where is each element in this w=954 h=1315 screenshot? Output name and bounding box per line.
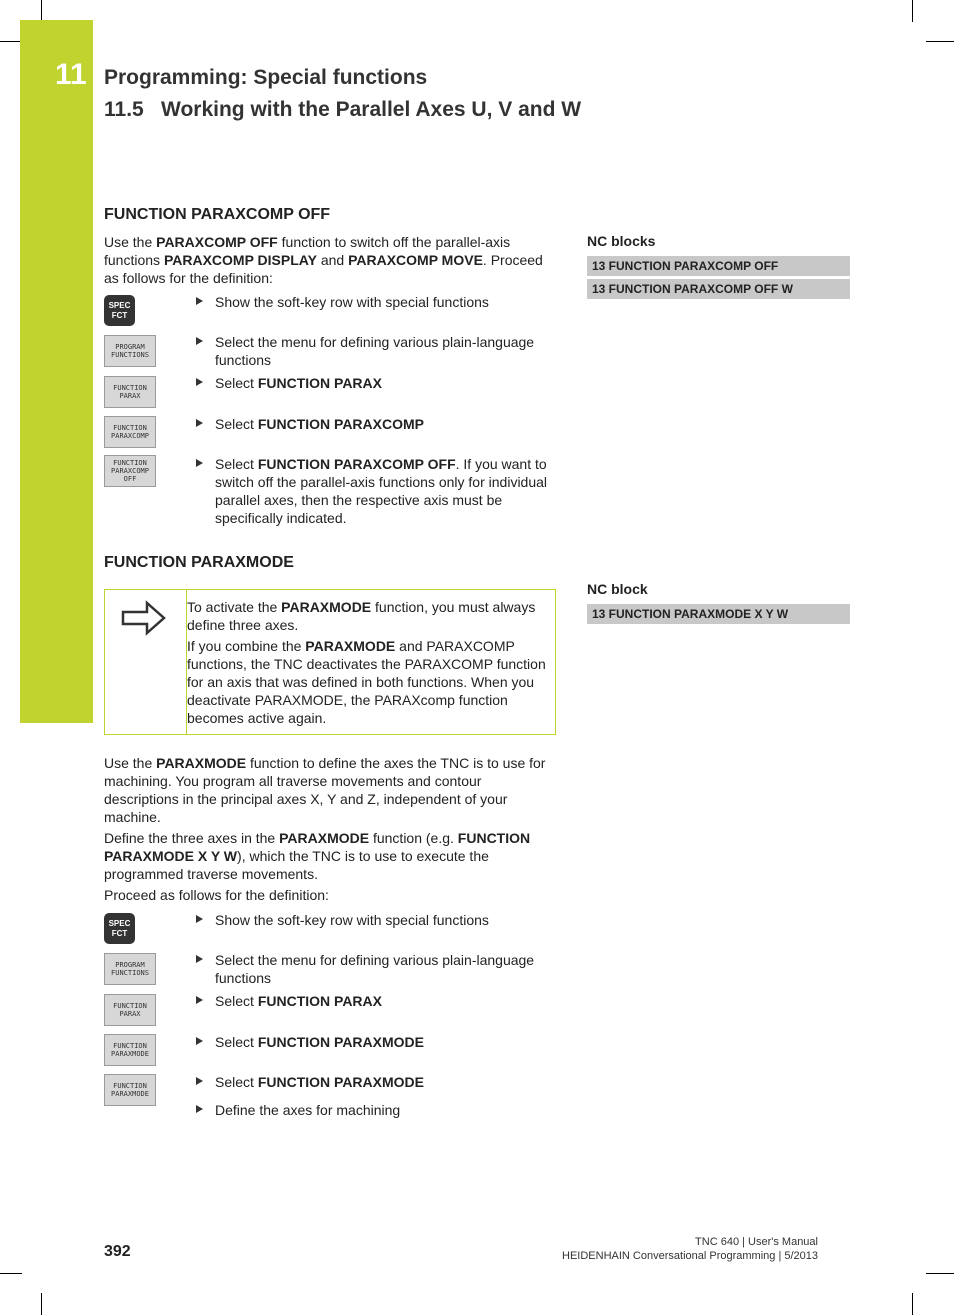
spec-fct-key[interactable]: SPEC FCT (104, 913, 135, 944)
text: Define the three axes in the (104, 830, 280, 846)
keyword: PARAXMODE (156, 755, 247, 771)
spec-fct-key[interactable]: SPEC FCT (104, 295, 135, 326)
step-item (196, 1033, 551, 1051)
text: function to switch off the parallel-axis functions (104, 234, 511, 268)
crop-mark (912, 0, 913, 22)
step-item (196, 1101, 551, 1119)
keyword: PARAXMODE (279, 830, 370, 846)
step-text: Select the menu for defining various plain-language functions (215, 952, 535, 986)
chapter-number: 11 (55, 58, 87, 91)
crop-mark (41, 1293, 42, 1315)
program-functions-softkey[interactable]: PROGRAM FUNCTIONS (104, 953, 156, 985)
step-text: Select (215, 456, 258, 472)
text: function (e.g. (369, 830, 458, 846)
step-keyword: FUNCTION PARAXMODE (257, 1074, 424, 1090)
step-item (196, 374, 551, 392)
step-keyword: FUNCTION PARAXMODE (257, 1034, 424, 1050)
keyword: FUNCTION PARAXMODE X Y W (104, 830, 531, 864)
step-item (196, 992, 551, 1010)
arrow-icon (196, 1037, 203, 1045)
section-title: Working with the Parallel Axes U, V and W (161, 98, 582, 121)
paraxmode-para-1 (104, 754, 554, 826)
keyword: PARAXMODE (281, 599, 372, 615)
text: Use the (104, 755, 157, 771)
note-paragraph (187, 637, 549, 727)
paraxcomp-off-intro (104, 233, 554, 287)
footer-line-2: HEIDENHAIN Conversational Programming | 5/2013 (562, 1250, 818, 1262)
program-functions-softkey[interactable]: PROGRAM FUNCTIONS (104, 335, 156, 367)
arrow-right-icon (121, 600, 167, 636)
step-text: Show the soft-key row with special functions (215, 294, 489, 310)
nc-block-label: NC block (587, 581, 648, 597)
text: If you combine the (187, 638, 306, 654)
step-text: Show the soft-key row with special functions (215, 912, 489, 928)
crop-mark (0, 41, 22, 42)
crop-mark (926, 41, 954, 42)
text: and (316, 252, 349, 268)
arrow-icon (196, 378, 203, 386)
step-item (196, 951, 551, 987)
arrow-icon (196, 915, 203, 923)
section-number: 11.5 (104, 98, 144, 121)
text: ), which the TNC is to use to execute the programmed traverse movements. (104, 848, 489, 882)
footer-line-1: TNC 640 | User's Manual (695, 1236, 818, 1248)
text: Use the (104, 234, 157, 250)
arrow-icon (196, 419, 203, 427)
crop-mark (0, 1273, 22, 1274)
step-text: Select (215, 1034, 258, 1050)
nc-blocks-label: NC blocks (587, 233, 656, 249)
step-item (196, 455, 551, 527)
step-keyword: FUNCTION PARAX (257, 993, 382, 1009)
arrow-icon (196, 1077, 203, 1085)
chapter-tab (20, 20, 93, 723)
note-paragraph (187, 598, 549, 634)
function-parax-softkey[interactable]: FUNCTION PARAX (104, 376, 156, 408)
note-text (187, 598, 549, 730)
crop-mark (41, 0, 42, 22)
step-item (196, 415, 551, 433)
arrow-icon (196, 297, 203, 305)
step-item (196, 333, 551, 369)
note-box (104, 589, 556, 735)
crop-mark (926, 1273, 954, 1274)
function-paraxcomp-off-softkey[interactable]: FUNCTION PARAXCOMP OFF (104, 455, 156, 487)
text: and PARAXCOMP functions, the TNC deactivates the PARAXCOMP function for an axis that was defined in both functions. When you deactivate PARAXMODE, the PARAXcomp function becomes active again. (187, 638, 546, 726)
function-paraxmode-softkey[interactable]: FUNCTION PARAXMODE (104, 1034, 156, 1066)
step-keyword: FUNCTION PARAX (257, 375, 382, 391)
text: function, you must always define three axes. (187, 599, 536, 633)
paraxmode-para-3: Proceed as follows for the definition: (104, 887, 329, 903)
step-text: Define the axes for machining (215, 1102, 401, 1118)
footer-info (562, 1235, 818, 1263)
step-text: Select the menu for defining various plain-language functions (215, 334, 535, 368)
step-text: Select (215, 416, 258, 432)
paraxcomp-off-heading: FUNCTION PARAXCOMP OFF (104, 206, 331, 223)
keyword: PARAXCOMP DISPLAY (163, 252, 317, 268)
step-keyword: FUNCTION PARAXCOMP (257, 416, 424, 432)
section-heading (104, 98, 581, 122)
step-keyword: FUNCTION PARAXCOMP OFF (257, 456, 456, 472)
nc-block-row: 13 FUNCTION PARAXCOMP OFF W (587, 279, 850, 299)
text: function to define the axes the TNC is to use for machining. You program all traverse movements and contour descriptions in the principal axes X, Y and Z, independent of your machine. (104, 755, 546, 825)
page-number: 392 (104, 1243, 131, 1260)
step-text: Select (215, 375, 258, 391)
step-text: . If you want to switch off the parallel-axis functions only for individual parallel axes, then the respective axis must be specifically indicated. (215, 456, 548, 526)
nc-block-row: 13 FUNCTION PARAXCOMP OFF (587, 256, 850, 276)
step-item (196, 293, 551, 311)
arrow-icon (196, 1105, 203, 1113)
step-item (196, 911, 551, 929)
step-text: Select (215, 993, 258, 1009)
function-parax-softkey[interactable]: FUNCTION PARAX (104, 994, 156, 1026)
arrow-icon (196, 996, 203, 1004)
step-text: Select (215, 1074, 258, 1090)
text: To activate the (187, 599, 282, 615)
keyword: PARAXCOMP MOVE (348, 252, 483, 268)
arrow-icon (196, 337, 203, 345)
keyword: PARAXCOMP OFF (156, 234, 278, 250)
keyword: PARAXMODE (305, 638, 396, 654)
arrow-icon (196, 459, 203, 467)
paraxmode-para-2 (104, 829, 554, 883)
chapter-title: Programming: Special functions (104, 66, 428, 89)
paraxmode-heading: FUNCTION PARAXMODE (104, 554, 294, 571)
nc-block-row: 13 FUNCTION PARAXMODE X Y W (587, 604, 850, 624)
crop-mark (912, 1293, 913, 1315)
arrow-icon (196, 955, 203, 963)
function-paraxcomp-softkey[interactable]: FUNCTION PARAXCOMP (104, 416, 156, 448)
step-item (196, 1073, 551, 1091)
function-paraxmode-softkey[interactable]: FUNCTION PARAXMODE (104, 1074, 156, 1106)
text: . Proceed as follows for the definition: (104, 252, 543, 286)
